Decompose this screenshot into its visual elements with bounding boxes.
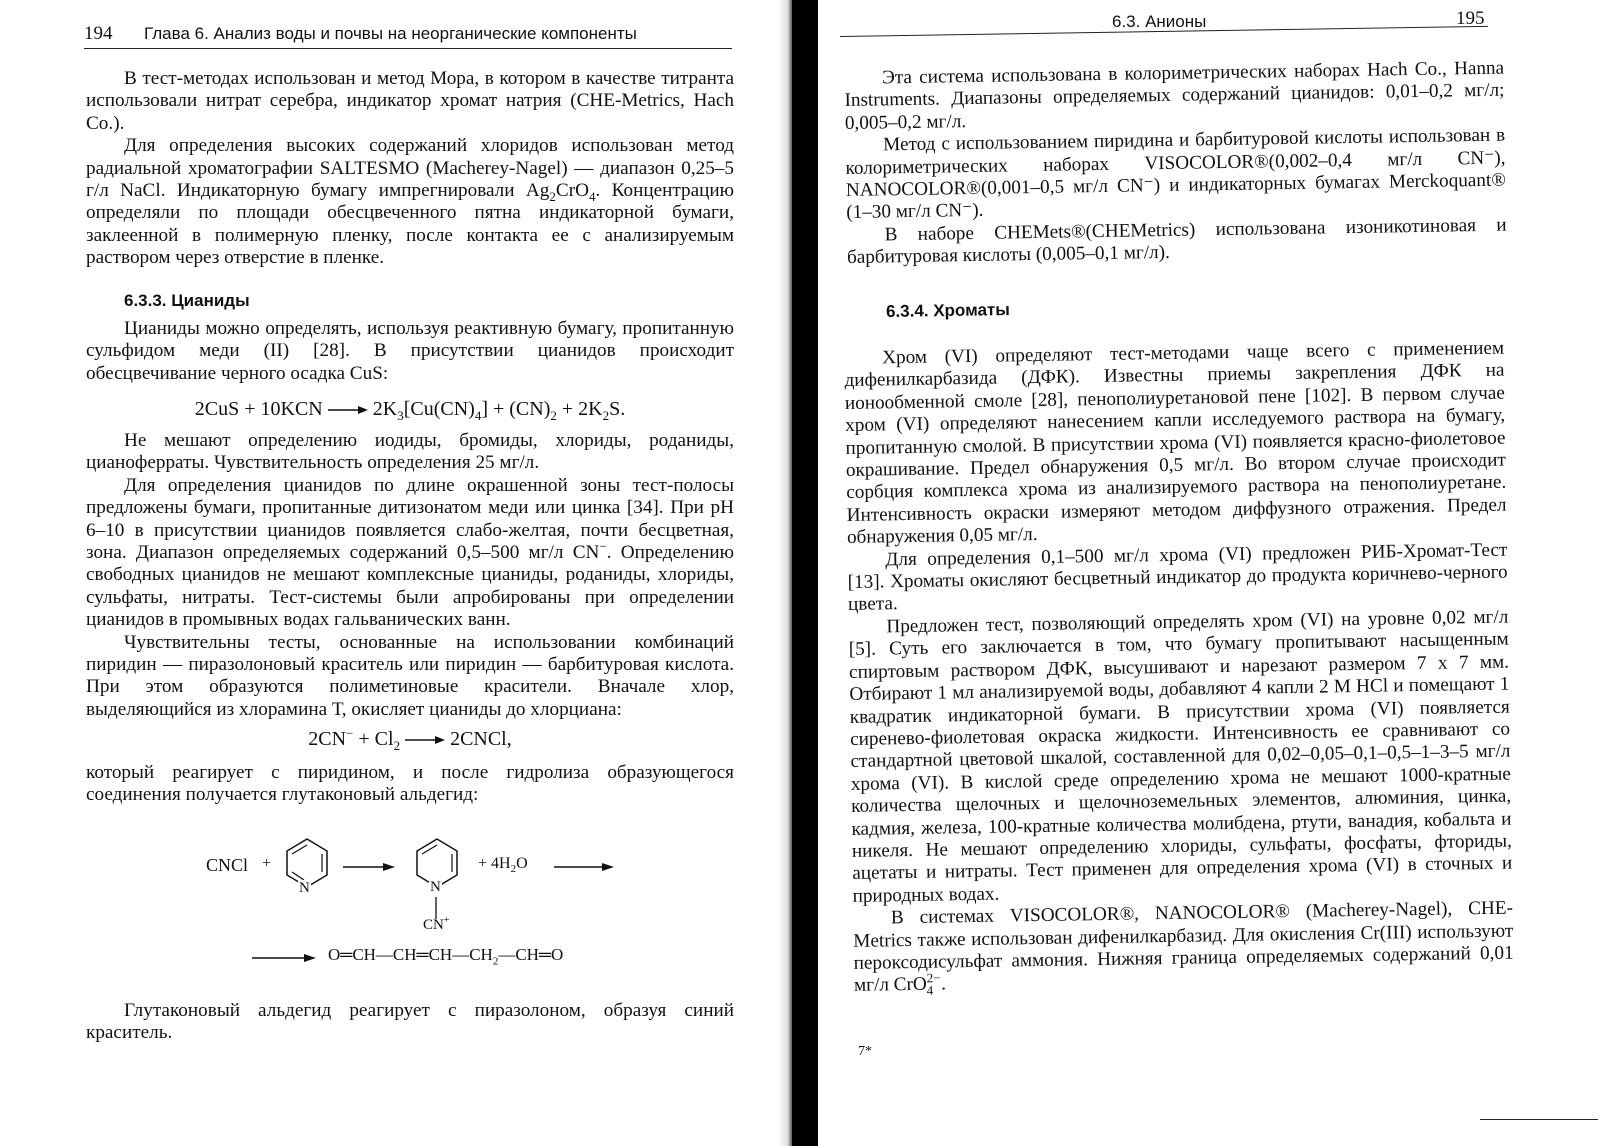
left-body-cyanides	[86, 318, 734, 385]
reaction-arrow-icon	[252, 952, 318, 964]
paragraph: Хром (VI) определяют тест-методами чаще всего с применением дифенилкарбазида (ДФК). Известны приемы закрепления ДФК на ионообменной смоле [28], пенополиуретановой пене [102]. В первом случае хром (VI) определяют нанесением капли исследуемого раствора на бумагу, пропитанную смолой. В присутствии хрома (VI) появляется красно-фиолетовое окрашивание. Предел обнаружения 0,5 мг/л. Во втором случае происходит сорбция комплекса хрома из анализируемого раствора на пенополиуретане. Интенсивность окраски измеряют методом диффузного отражения. Предел обнаружения 0,05 мг/л.	[844, 337, 1507, 549]
paragraph: Предложен тест, позволяющий определять хром (VI) на уровне 0,02 мг/л [5]. Суть его заключается в том, что бумагу пропитывают насыщенным спиртовым раствором ДФК, высушивают и нарезают размером 7 х 7 мм. Отбирают 1 мл анализируемой воды, добавляют 4 капли 2 М HCl и помещают 1 квадратик индикаторной бумаги. В присутствии хрома (VI) появляется сиренево-фиолетовая окраска жидкости. Интенсивность ее сравнивают со стандартной цветовой шкалой, составленной для 0,02–0,05–0,1–0,5–1–3–5 мг/л хрома (VI). В кислой среде определению хрома не мешают 1000-кратные количества щелочных и щелочноземельных элементов, алюминия, цинка, кадмия, железа, 100-кратные количества молибдена, ртути, ванадия, кобальта и никеля. Не мешают определению хлориды, сульфаты, фосфаты, фториды, ацетаты и нитраты. Тест применен для определения хрома (VI) в сточных и природных водах.	[848, 606, 1513, 907]
cncl-label: CNCl	[206, 855, 249, 875]
left-body-middle	[86, 430, 734, 721]
reaction-arrow-icon	[328, 404, 368, 416]
left-header-rule	[84, 48, 732, 49]
pyridine-n-label: N	[299, 880, 310, 896]
right-body-top	[844, 58, 1507, 270]
left-header	[84, 23, 637, 45]
paragraph: Для определения цианидов по длине окрашенной зоны тест-полосы предложены бумаги, пропитанные дитизонатом меди или цинка [34]. При pH 6–10 в присутствии цианидов появляется слабо-желтая, почти бесцветная, зона. Диапазон определяемых содержаний 0,5–500 мг/л CN−. Определению свободных цианидов не мешают комплексные цианиды, роданиды, хлориды, сульфаты, нитраты. Тест-системы были апробированы при определении цианидов в промывных водах гальванических ванн.	[86, 474, 734, 631]
paragraph: Для определения высоких содержаний хлоридов использован метод радиальной хроматографии SALTESMO (Macherey-Nagel) — диапазон 0,25–5 г/л NaCl. Индикаторную бумагу импрегнировали $Ag_2CrO_4$. Концентрацию определяли по площади обесцвеченного пятна индикаторной бумаги, заклеенной в полимерную пленку, после контакта ее с анализируемым раствором через отверстие в пленке.	[86, 135, 735, 269]
plus-sign: +	[262, 855, 272, 872]
section-heading: 6.3.3. Цианиды	[124, 291, 250, 310]
equation-2: $2CN^- + Cl_2$ 2CNCl,	[308, 725, 512, 753]
paragraph: Метод с использованием пиридина и барбитуровой кислоты использован в колориметрических наборах VISOCOLOR®(0,002–0,4 мг/л CN⁻), NANOCOLOR®(0,001–0,5 мг/л CN⁻) и индикаторных бумагах Merckoquant® (1–30 мг/л CN⁻).	[845, 124, 1507, 224]
pyridinium-n-label: N	[430, 879, 441, 895]
paragraph: Чувствительны тесты, основанные на использовании комбинаций пиридин — пиразолоновый краситель или пиридин — барбитуровая кислота. При этом образуются полиметиновые красители. Вначале хлор, выделяющийся из хлорамина Т, окисляет цианиды до хлорциана:	[86, 631, 734, 720]
left-body-bottom	[86, 1000, 734, 1045]
reaction-arrow-icon	[343, 861, 395, 873]
right-body-chromates	[844, 338, 1514, 998]
cn-plus-label: CN+	[423, 915, 450, 933]
paragraph: Не мешают определению иодиды, бромиды, хлориды, роданиды, цианоферраты. Чувствительность определения 25 мг/л.	[86, 430, 734, 474]
water-label: + $4H_2O$	[478, 855, 528, 876]
left-header-title: Глава 6. Анализ воды и почвы на неорганические компоненты	[144, 24, 637, 43]
bond-line	[434, 897, 438, 919]
paragraph: Для определения 0,1–500 мг/л хрома (VI) предложен РИБ-Хромат-Тест [13]. Хроматы окисляют бесцветный индикатор до продукта коричнево-черного цвета.	[847, 539, 1508, 616]
bottom-edge-line	[1480, 1119, 1598, 1120]
page-number-left: 194	[84, 23, 113, 44]
paragraph: Эта система использована в колориметрических наборах Hach Co., Hanna Instruments. Диапазоны определяемых содержаний цианидов: 0,01–0,2 мг/л; 0,005–0,2 мг/л.	[844, 57, 1505, 134]
signature-mark: 7*	[858, 1044, 872, 1059]
glutaconic-aldehyde-formula: $O═CH—CH═CH—CH_2—CH═O$	[328, 945, 564, 968]
right-page	[818, 0, 1601, 1146]
reaction-scheme	[200, 835, 640, 985]
equation-1: 2CuS + 10KCN $2K_3[Cu(CN)_4] + (CN)_2 + 2K_2S$.	[194, 398, 626, 423]
paragraph: Глутаконовый альдегид реагирует с пиразолоном, образуя синий краситель.	[86, 1000, 734, 1044]
paragraph: В тест-методах использован и метод Мора, в котором в качестве титранта использовали нитрат серебра, индикатор хромат натрия (CHE-Metrics, Hach Co.).	[86, 68, 734, 134]
paragraph: который реагирует с пиридином, и после гидролиза образующегося соединения получается глутаконовый альдегид:	[86, 762, 734, 806]
section-heading: 6.3.4. Хроматы	[885, 300, 1010, 321]
left-body-after-eq2	[86, 762, 734, 807]
reaction-arrow-icon	[405, 734, 445, 746]
paragraph: В наборе CHEMets®(CHEMetrics) использована изоникотиновая и барбитуровая кислоты (0,005–0,1 мг/л).	[846, 214, 1507, 269]
reaction-arrow-icon	[554, 861, 616, 873]
left-body-top	[86, 68, 734, 270]
left-page	[0, 0, 790, 1146]
paragraph: Цианиды можно определять, используя реактивную бумагу, пропитанную сульфидом меди (II) [28]. В присутствии цианидов происходит обесцвечивание черного осадка CuS:	[86, 318, 734, 384]
paragraph: В системах VISOCOLOR®, NANOCOLOR® (Macherey-Nagel), CHE-Metrics также использован дифенилкарбазид. Для окисления Cr(III) используют пероксодисульфат аммония. Нижняя граница определяемых содержаний 0,01 мг/л CrO$^{2-}_4$ .	[853, 897, 1514, 998]
right-header-title: 6.3. Анионы	[1112, 12, 1207, 31]
page-number-right: 195	[1456, 8, 1485, 29]
book-spine	[792, 0, 818, 1146]
